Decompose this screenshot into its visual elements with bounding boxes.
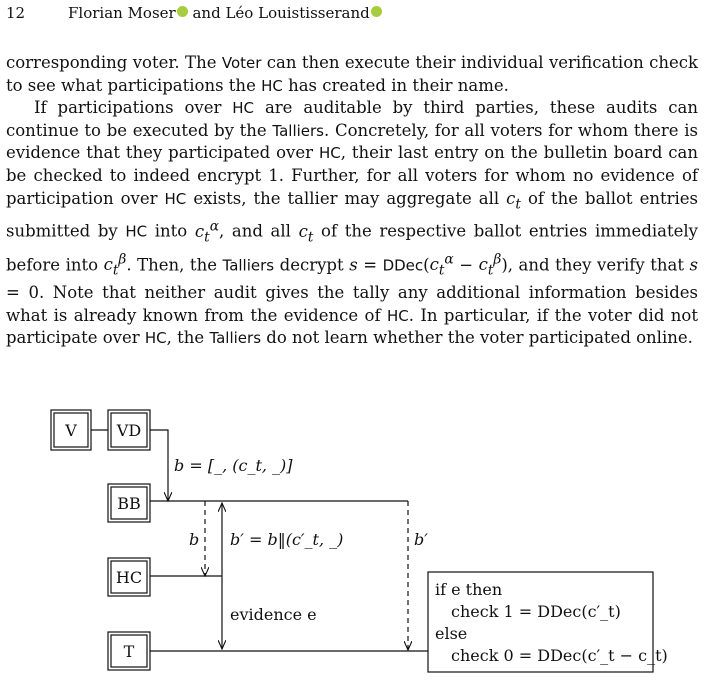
paragraph-1: corresponding voter. The Voter can then execute their individual verification check to see what participations the HC has created in their name.: [6, 53, 699, 95]
paragraph-2: If participations over HC are auditable by third parties, these audits can continue to be executed by the Talliers. Concretely, for all voters for whom there is evidence that they participated over HC, their last entry on the bulletin board can be checked to indeed encrypt 1. Further, for all voters for whom no evidence of participation over HC exists, the tallier may aggregate all $c_t$ of the ballot entries submitted by HC into $c_t^\alpha$, and all $c_t$ of the respective ballot entries immediately before into $c_t^\beta$. Then, the Talliers decrypt $s = DDec(c_t^\alpha - c_t^\beta)$, and they verify that s = 0. Note that neither audit gives the tally any additional information besides what is already known from the evidence of HC. In particular, if the voter did not participate over HC, the Talliers do not learn whether the voter participated online.: [6, 98, 699, 348]
check-line-3: else: [435, 624, 468, 643]
node-hc: [108, 558, 150, 596]
vd-bb-arrow: [150, 430, 168, 501]
node-vd: [108, 410, 150, 450]
page-number: 12: [6, 4, 26, 22]
author-connector: and: [187, 4, 226, 22]
author-2: Léo Louistisserand: [225, 4, 370, 22]
author-1: Florian Moser: [68, 4, 176, 22]
check-line-4: check 0 = DDec(c′_t − c_t): [451, 646, 668, 665]
svg-text:VD: VD: [116, 421, 142, 440]
ballot-label: b = [_, (c_t, _)]: [174, 456, 293, 475]
node-v: [51, 410, 91, 450]
node-bb: [108, 484, 150, 522]
evidence-label: evidence e: [230, 605, 317, 624]
check-line-2: check 1 = DDec(c′_t): [451, 602, 621, 621]
svg-text:T: T: [123, 642, 135, 661]
svg-text:HC: HC: [115, 568, 143, 587]
check-box: [428, 572, 668, 672]
b-prime-label: b′: [414, 530, 428, 549]
b-prime-def-label: b′ = b‖(c′_t, _): [230, 530, 344, 549]
svg-text:BB: BB: [117, 494, 141, 513]
check-line-1: if e then: [435, 580, 503, 599]
svg-text:V: V: [65, 421, 77, 440]
b-label: b: [189, 530, 200, 549]
node-t: [108, 632, 150, 670]
